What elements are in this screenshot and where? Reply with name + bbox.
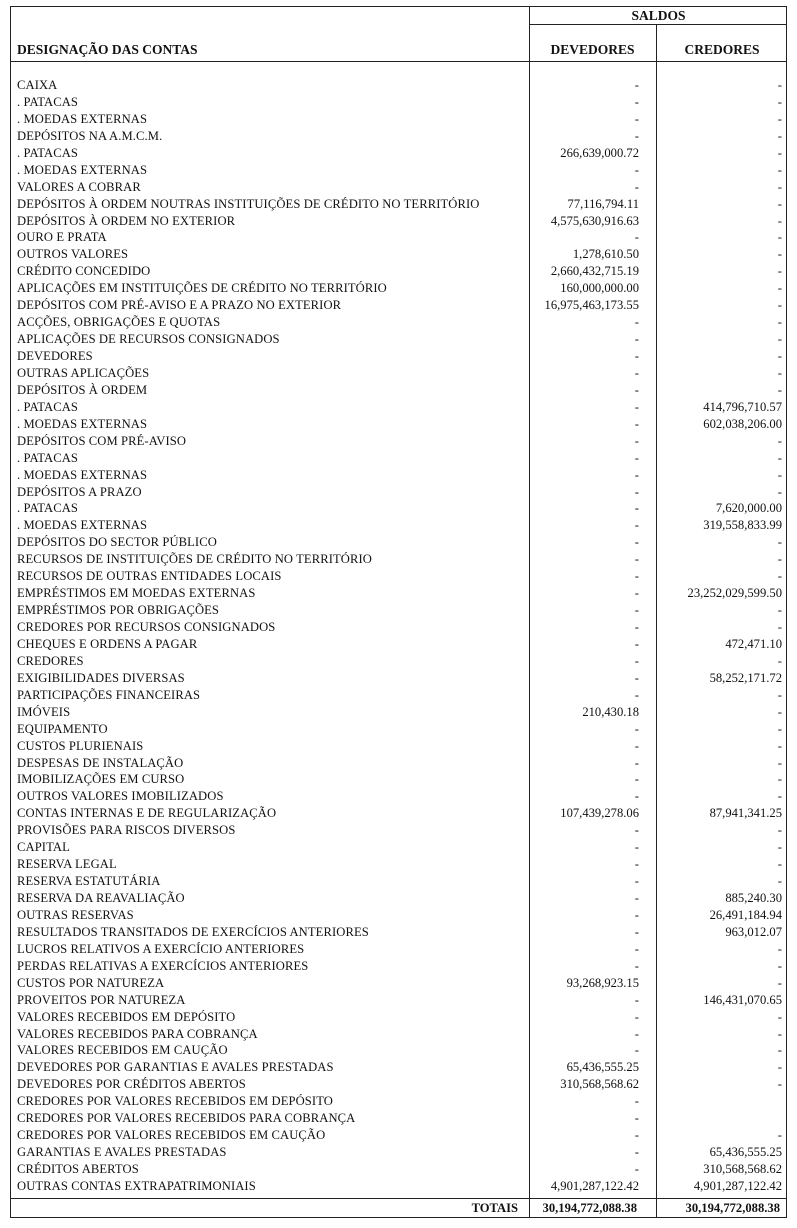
table-row [11, 145, 788, 162]
devedores-value: 77,116,794.11 [567, 196, 639, 211]
credores-value: 7,620,000.00 [715, 501, 782, 516]
table-row [11, 467, 788, 484]
account-name: . PATACAS [17, 450, 79, 465]
table-row [11, 229, 788, 246]
credores-value: - [777, 1128, 782, 1143]
credores-value: - [777, 569, 782, 584]
account-name: CAIXA [17, 78, 58, 92]
devedores-value: - [634, 230, 639, 245]
account-name: VALORES RECEBIDOS PARA COBRANÇA [17, 1026, 258, 1041]
account-name: APLICAÇÕES DE RECURSOS CONSIGNADOS [17, 332, 280, 347]
account-name: CONTAS INTERNAS E DE REGULARIZAÇÃO [17, 806, 277, 821]
devedores-value: - [634, 365, 639, 380]
table-row [11, 1161, 788, 1178]
account-name: IMOBILIZAÇÕES EM CURSO [17, 772, 185, 787]
table-row [11, 1178, 788, 1195]
credores-value: - [777, 535, 782, 550]
devedores-value: - [634, 128, 639, 143]
credores-value: - [777, 365, 782, 380]
devedores-value: 4,575,630,916.63 [550, 213, 639, 228]
credores-value: - [777, 552, 782, 567]
account-name: DEPÓSITOS COM PRÉ-AVISO E A PRAZO NO EXTERIOR [17, 298, 342, 313]
table-row [11, 314, 788, 331]
devedores-value: - [634, 840, 639, 855]
table-row [11, 992, 788, 1009]
devedores-value: - [634, 484, 639, 499]
devedores-value: - [634, 620, 639, 634]
account-name: VALORES RECEBIDOS EM DEPÓSITO [17, 1009, 236, 1024]
totals-label: TOTAIS [471, 1201, 518, 1215]
account-name: OUTRAS APLICAÇÕES [17, 365, 150, 380]
account-name: GARANTIAS E AVALES PRESTADAS [17, 1145, 227, 1160]
devedores-value: - [634, 687, 639, 702]
credores-value: - [777, 823, 782, 838]
account-name: DEPÓSITOS À ORDEM NOUTRAS INSTITUIÇÕES DE CRÉDITO NO TERRITÓRIO [17, 196, 480, 211]
saldos-header: SALDOS [631, 8, 686, 23]
account-name: . PATACAS [17, 94, 79, 109]
table-row [11, 77, 788, 94]
table-row [11, 213, 788, 230]
credores-value: - [777, 1009, 782, 1024]
credores-value: - [777, 450, 782, 465]
account-name: RESULTADOS TRANSITADOS DE EXERCÍCIOS ANTERIORES [17, 924, 369, 939]
account-name: DEPÓSITOS COM PRÉ-AVISO [17, 433, 187, 448]
credores-value: - [777, 145, 782, 160]
devedores-value: - [634, 755, 639, 770]
table-row [11, 297, 788, 314]
account-rows [11, 77, 788, 1195]
table-row [11, 619, 788, 636]
table-row [11, 382, 788, 399]
account-name: RESERVA LEGAL [17, 857, 117, 872]
devedores-value: 210,430.18 [582, 704, 639, 719]
account-name: CREDORES POR VALORES RECEBIDOS PARA COBRANÇA [17, 1111, 356, 1126]
account-name: CRÉDITO CONCEDIDO [17, 264, 151, 279]
table-row [11, 111, 788, 128]
credores-value: - [777, 772, 782, 787]
table-row [11, 975, 788, 992]
credores-value: - [777, 264, 782, 279]
account-name: DEPÓSITOS A PRAZO [17, 484, 142, 499]
devedores-value: 2,660,432,715.19 [550, 264, 639, 279]
devedores-value: - [634, 1009, 639, 1024]
credores-value: - [777, 958, 782, 973]
totals-credores: 30,194,772,088.38 [685, 1201, 780, 1215]
table-row [11, 551, 788, 568]
account-name: . MOEDAS EXTERNAS [17, 467, 148, 482]
credores-value: 310,568,568.62 [703, 1162, 782, 1176]
devedores-value: - [634, 653, 639, 668]
devedores-value: - [634, 552, 639, 567]
devedores-value: - [634, 78, 639, 92]
credores-value: - [777, 653, 782, 668]
table-row [11, 196, 788, 213]
credores-value: - [777, 382, 782, 397]
devedores-value: - [634, 332, 639, 347]
credores-value: - [777, 721, 782, 736]
account-name: DEPÓSITOS À ORDEM [17, 382, 148, 397]
table-row [11, 348, 788, 365]
devedores-value: - [634, 603, 639, 618]
devedores-value: - [634, 1145, 639, 1160]
table-row [11, 670, 788, 687]
credores-header: CREDORES [684, 42, 760, 57]
credores-value: 472,471.10 [725, 636, 782, 651]
account-name: OUTROS VALORES [17, 247, 129, 262]
credores-value: 4,901,287,122.42 [693, 1178, 782, 1193]
credores-value: - [777, 247, 782, 262]
account-name: DEPÓSITOS DO SECTOR PÚBLICO [17, 535, 217, 550]
account-name: PROVISÕES PARA RISCOS DIVERSOS [17, 823, 236, 838]
table-row [11, 1127, 788, 1144]
credores-value: - [777, 78, 782, 92]
credores-value: - [777, 349, 782, 363]
table-row [11, 958, 788, 975]
devedores-value: - [634, 1094, 639, 1109]
credores-value: 602,038,206.00 [703, 416, 782, 431]
devedores-value: 107,439,278.06 [560, 806, 639, 821]
credores-value: - [777, 789, 782, 804]
table-row [11, 585, 788, 602]
account-name: OUTRAS CONTAS EXTRAPATRIMONIAIS [17, 1178, 256, 1193]
account-name: RESERVA ESTATUTÁRIA [17, 874, 161, 889]
table-row [11, 687, 788, 704]
table-row [11, 873, 788, 890]
devedores-value: - [634, 823, 639, 838]
devedores-value: - [634, 94, 639, 109]
credores-value: - [777, 196, 782, 211]
account-name: OUTROS VALORES IMOBILIZADOS [17, 789, 224, 804]
devedores-value: - [634, 315, 639, 330]
table-row [11, 805, 788, 822]
credores-value: - [777, 111, 782, 126]
credores-value: - [777, 840, 782, 855]
devedores-value: - [634, 382, 639, 397]
account-name: EQUIPAMENTO [17, 721, 108, 736]
devedores-value: 4,901,287,122.42 [550, 1178, 639, 1193]
devedores-value: - [634, 874, 639, 889]
devedores-value: - [634, 586, 639, 601]
credores-value: 65,436,555.25 [709, 1145, 782, 1160]
account-name: CAPITAL [17, 840, 70, 855]
table-row [11, 1042, 788, 1059]
devedores-value: - [634, 1111, 639, 1126]
devedores-value: - [634, 501, 639, 516]
table-row [11, 1026, 788, 1043]
devedores-value: - [634, 467, 639, 482]
credores-value: - [777, 281, 782, 296]
credores-value: - [777, 484, 782, 499]
credores-value: - [777, 874, 782, 889]
table-row [11, 263, 788, 280]
table-row [11, 568, 788, 585]
table-row [11, 331, 788, 348]
devedores-value: - [634, 1162, 639, 1176]
account-name: CREDORES POR VALORES RECEBIDOS EM CAUÇÃO [17, 1128, 326, 1143]
devedores-value: 1,278,610.50 [572, 247, 639, 262]
table-row [11, 162, 788, 179]
account-name: DESPESAS DE INSTALAÇÃO [17, 755, 184, 770]
table-row [11, 1076, 788, 1093]
credores-value: 87,941,341.25 [709, 806, 782, 821]
credores-value: - [777, 1077, 782, 1092]
credores-value: - [777, 857, 782, 872]
devedores-value: - [634, 162, 639, 177]
devedores-value: - [634, 789, 639, 804]
account-name: VALORES RECEBIDOS EM CAUÇÃO [17, 1043, 228, 1058]
account-name: CUSTOS PLURIENAIS [17, 738, 144, 753]
credores-value: - [777, 213, 782, 228]
account-name: EMPRÉSTIMOS EM MOEDAS EXTERNAS [17, 586, 256, 601]
credores-value: 58,252,171.72 [709, 670, 782, 685]
devedores-value: 160,000,000.00 [560, 281, 639, 296]
credores-value: - [777, 433, 782, 448]
devedores-value: 93,268,923.15 [566, 975, 639, 990]
credores-value: - [777, 1060, 782, 1075]
account-name: OURO E PRATA [17, 230, 107, 245]
table-row [11, 924, 788, 941]
table-row [11, 128, 788, 145]
account-name: APLICAÇÕES EM INSTITUIÇÕES DE CRÉDITO NO TERRITÓRIO [17, 281, 387, 296]
credores-value: - [777, 1026, 782, 1041]
account-name: DEVEDORES [17, 349, 93, 363]
devedores-value: - [634, 1128, 639, 1143]
table-row [11, 246, 788, 263]
table-row [11, 1110, 788, 1127]
totals-row [11, 1199, 786, 1217]
saldos-underline [529, 24, 786, 25]
devedores-value: 310,568,568.62 [560, 1077, 639, 1092]
table-row [11, 907, 788, 924]
table-row [11, 822, 788, 839]
account-name: OUTRAS RESERVAS [17, 907, 134, 922]
account-name: DEPÓSITOS NA A.M.C.M. [17, 128, 163, 143]
credores-value: - [777, 298, 782, 313]
devedores-value: - [634, 1043, 639, 1058]
account-name: DEVEDORES POR GARANTIAS E AVALES PRESTADAS [17, 1060, 334, 1075]
devedores-value: - [634, 111, 639, 126]
table-row [11, 788, 788, 805]
account-name: CUSTOS POR NATUREZA [17, 975, 165, 990]
account-name: DEPÓSITOS À ORDEM NO EXTERIOR [17, 213, 236, 228]
table-row [11, 450, 788, 467]
credores-value: - [777, 687, 782, 702]
devedores-value: - [634, 535, 639, 550]
devedores-value: - [634, 907, 639, 922]
credores-value: - [777, 620, 782, 634]
table-row [11, 280, 788, 297]
account-name: . PATACAS [17, 501, 79, 516]
account-name: CREDORES [17, 653, 84, 668]
devedores-value: 16,975,463,173.55 [544, 298, 639, 313]
credores-value: 319,558,833.99 [703, 518, 782, 533]
devedores-value: - [634, 670, 639, 685]
devedores-value: - [634, 433, 639, 448]
devedores-value: - [634, 416, 639, 431]
devedores-header: DEVEDORES [550, 42, 635, 57]
credores-value: - [777, 755, 782, 770]
table-row [11, 602, 788, 619]
devedores-value: - [634, 891, 639, 905]
credores-value: - [777, 94, 782, 109]
table-row [11, 416, 788, 433]
account-name: ACÇÕES, OBRIGAÇÕES E QUOTAS [17, 315, 221, 330]
table-row [11, 1059, 788, 1076]
account-name: . PATACAS [17, 145, 79, 160]
credores-value: - [777, 467, 782, 482]
account-name: . MOEDAS EXTERNAS [17, 162, 148, 177]
credores-value: - [777, 975, 782, 990]
table-row [11, 1009, 788, 1026]
totals-devedores: 30,194,772,088.38 [542, 1201, 637, 1215]
devedores-value: - [634, 958, 639, 973]
account-name: LUCROS RELATIVOS A EXERCÍCIO ANTERIORES [17, 941, 305, 956]
devedores-value: - [634, 992, 639, 1007]
table-row [11, 755, 788, 772]
table-row [11, 365, 788, 382]
devedores-value: - [634, 399, 639, 414]
credores-value: - [777, 704, 782, 719]
devedores-value: - [634, 179, 639, 194]
table-row [11, 1093, 788, 1110]
devedores-value: - [634, 941, 639, 956]
account-name: PERDAS RELATIVAS A EXERCÍCIOS ANTERIORES [17, 958, 309, 973]
credores-value: - [777, 315, 782, 330]
credores-value: 885,240.30 [725, 891, 782, 905]
table-row [11, 653, 788, 670]
account-name: . MOEDAS EXTERNAS [17, 518, 148, 533]
account-name: . MOEDAS EXTERNAS [17, 416, 148, 431]
devedores-value: - [634, 636, 639, 651]
credores-value: 146,431,070.65 [703, 992, 782, 1007]
devedores-value: - [634, 349, 639, 363]
account-name: CREDORES POR VALORES RECEBIDOS EM DEPÓSITO [17, 1094, 333, 1109]
devedores-value: - [634, 772, 639, 787]
devedores-value: - [634, 1026, 639, 1041]
devedores-value: 266,639,000.72 [560, 145, 639, 160]
header-bottom-line [11, 61, 786, 62]
account-name: RESERVA DA REAVALIAÇÃO [17, 891, 185, 905]
table-row [11, 399, 788, 416]
devedores-value: - [634, 738, 639, 753]
credores-value: - [777, 128, 782, 143]
account-name: CREDORES POR RECURSOS CONSIGNADOS [17, 620, 276, 634]
table-row [11, 517, 788, 534]
credores-value: 414,796,710.57 [703, 399, 782, 414]
table-row [11, 738, 788, 755]
account-name: DEVEDORES POR CRÉDITOS ABERTOS [17, 1077, 246, 1092]
credores-value: 23,252,029,599.50 [687, 586, 782, 601]
table-row [11, 704, 788, 721]
table-row [11, 941, 788, 958]
account-name: PARTICIPAÇÕES FINANCEIRAS [17, 687, 201, 702]
account-name: EMPRÉSTIMOS POR OBRIGAÇÕES [17, 603, 220, 618]
credores-value: - [777, 332, 782, 347]
credores-value: - [777, 1043, 782, 1058]
credores-value: - [777, 738, 782, 753]
devedores-value: - [634, 721, 639, 736]
account-name: CRÉDITOS ABERTOS [17, 1162, 139, 1176]
credores-value: - [777, 603, 782, 618]
account-name: RECURSOS DE INSTITUIÇÕES DE CRÉDITO NO TERRITÓRIO [17, 552, 372, 567]
credores-value: 963,012.07 [725, 924, 782, 939]
table-row [11, 721, 788, 738]
table-row [11, 890, 788, 907]
devedores-value: - [634, 450, 639, 465]
devedores-value: - [634, 518, 639, 533]
credores-value: - [777, 941, 782, 956]
account-name: . PATACAS [17, 399, 79, 414]
account-name: RECURSOS DE OUTRAS ENTIDADES LOCAIS [17, 569, 282, 584]
devedores-value: - [634, 924, 639, 939]
table-row [11, 1144, 788, 1161]
table-row [11, 500, 788, 517]
designacao-header: DESIGNAÇÃO DAS CONTAS [17, 42, 198, 57]
table-row [11, 534, 788, 551]
table-row [11, 839, 788, 856]
credores-value: - [777, 230, 782, 245]
table-row [11, 484, 788, 501]
account-name: PROVEITOS POR NATUREZA [17, 992, 186, 1007]
account-name: VALORES A COBRAR [17, 179, 141, 194]
table-row [11, 94, 788, 111]
table-row [11, 856, 788, 873]
table-row [11, 771, 788, 788]
account-name: EXIGIBILIDADES DIVERSAS [17, 670, 185, 685]
devedores-value: - [634, 857, 639, 872]
credores-value: - [777, 162, 782, 177]
account-name: . MOEDAS EXTERNAS [17, 111, 148, 126]
balance-sheet-table [10, 6, 787, 1218]
account-name: CHEQUES E ORDENS A PAGAR [17, 636, 198, 651]
credores-value: 26,491,184.94 [709, 907, 782, 922]
table-row [11, 636, 788, 653]
table-row [11, 433, 788, 450]
devedores-value: - [634, 569, 639, 584]
devedores-value: 65,436,555.25 [566, 1060, 639, 1075]
credores-value: - [777, 179, 782, 194]
table-row [11, 179, 788, 196]
account-name: IMÓVEIS [17, 704, 71, 719]
